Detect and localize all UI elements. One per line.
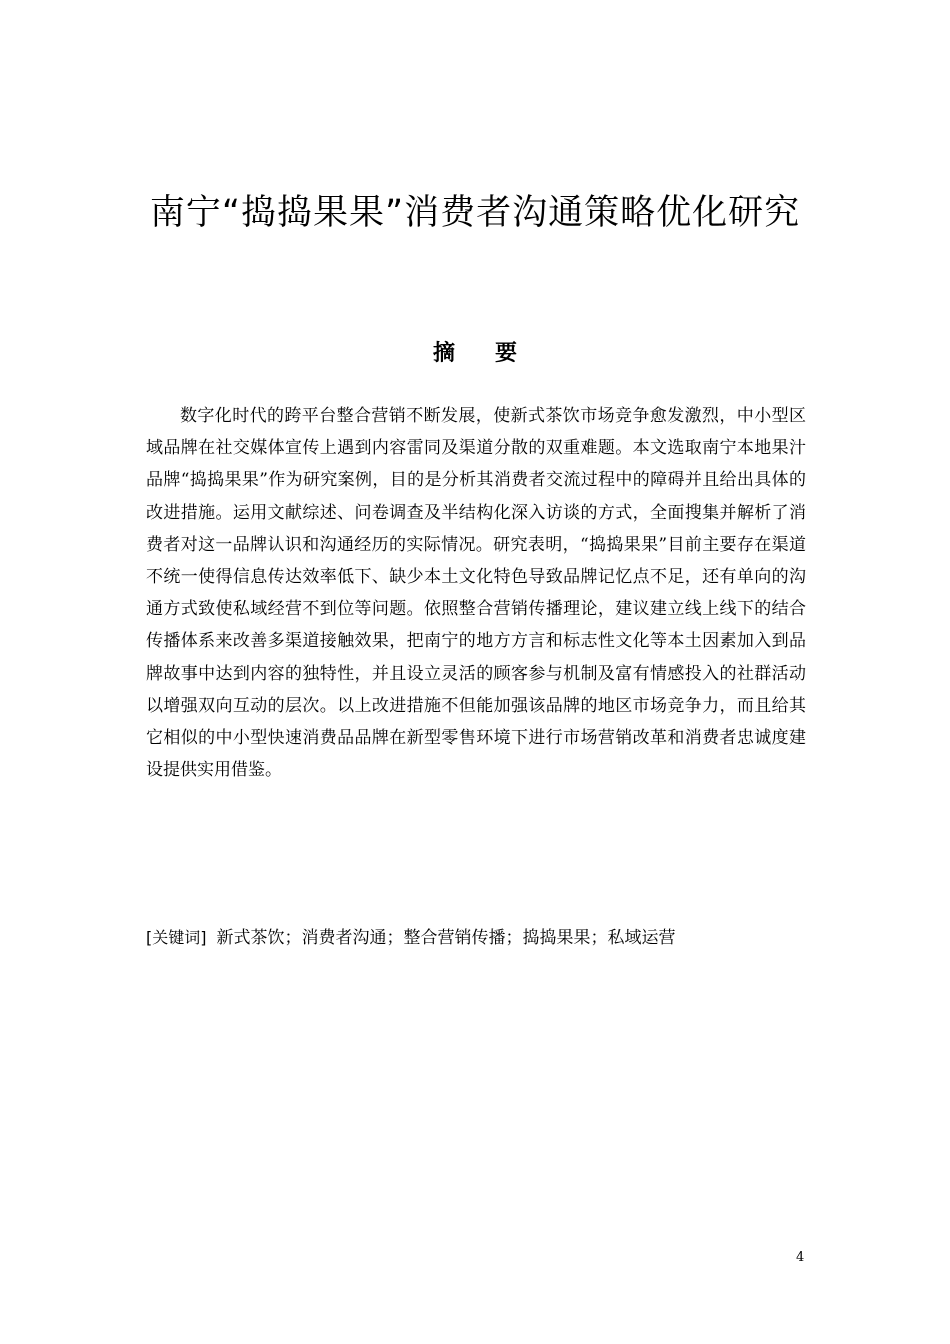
page-number: 4 [796,1250,805,1265]
abstract-heading: 摘要 [432,341,557,366]
keywords-text: 新式茶饮；消费者沟通；整合营销传播；捣捣果果；私域运营 [216,928,676,948]
keywords-line [146,924,806,952]
document-title: 南宁“捣捣果果”消费者沟通策略优化研究 [149,193,801,233]
abstract-body: 数字化时代的跨平台整合营销不断发展，使新式茶饮市场竞争愈发激烈，中小型区域品牌在社交媒体宣传上遇到内容雷同及渠道分散的双重难题。本文选取南宁本地果汁品牌“捣捣果果”作为研究案例，目的是分析其消费者交流过程中的障碍并且给出具体的改进措施。运用文献综述、问卷调查及半结构化深入访谈的方式，全面搜集并解析了消费者对这一品牌认识和沟通经历的实际情况。研究表明，“捣捣果果”目前主要存在渠道不统一使得信息传达效率低下、缺少本土文化特色导致品牌记忆点不足，还有单向的沟通方式致使私域经营不到位等问题。依照整合营销传播理论，建议建立线上线下的结合传播体系来改善多渠道接触效果，把南宁的地方方言和标志性文化等本土因素加入到品牌故事中达到内容的独特性，并且设立灵活的顾客参与机制及富有情感投入的社群活动以增强双向互动的层次。以上改进措施不但能加强该品牌的地区市场竞争力，而且给其它相似的中小型快速消费品品牌在新型零售环境下进行市场营销改革和消费者忠诚度建设提供实用借鉴。 [146,406,806,781]
keywords-label: [关键词] [146,928,207,947]
